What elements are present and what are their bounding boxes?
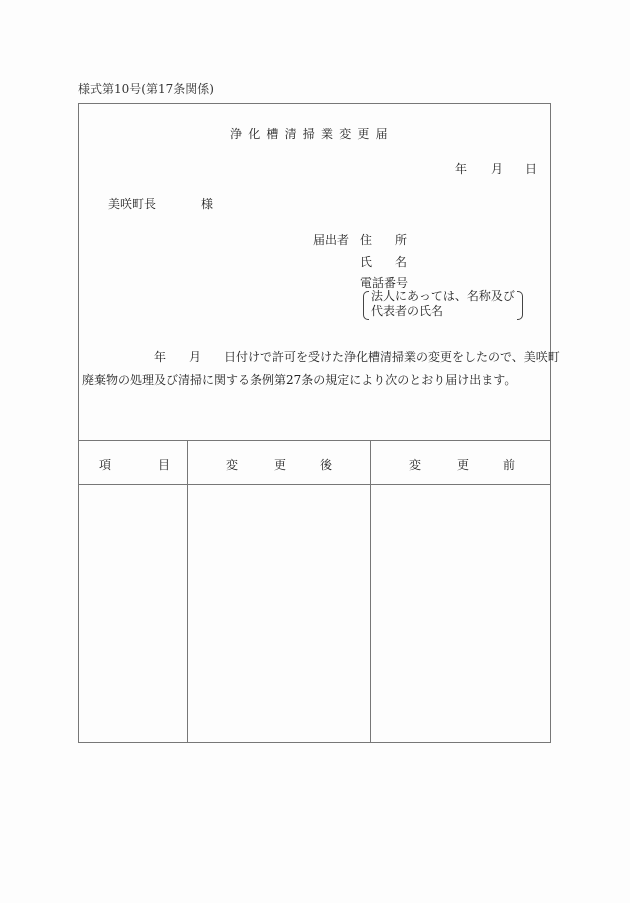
name-label-1: 氏 <box>360 255 373 269</box>
header-item-char-2: 目 <box>158 458 171 472</box>
corporate-note-line-1: 法人にあっては、名称及び <box>371 289 515 303</box>
header-before-char-3: 前 <box>503 458 516 472</box>
date-year-label: 年 <box>455 162 468 176</box>
addressee-honorific: 様 <box>201 197 214 211</box>
corporate-note-line-2: 代表者の氏名 <box>371 304 444 318</box>
bracket-right-icon <box>517 291 523 320</box>
statement-month-label: 月 <box>189 350 202 364</box>
header-after-char-1: 変 <box>226 458 239 472</box>
address-label-1: 住 <box>360 233 373 247</box>
header-before-char-2: 更 <box>457 458 470 472</box>
after-change-cell[interactable] <box>188 485 369 742</box>
address-label-2: 所 <box>395 233 408 247</box>
date-day-label: 日 <box>525 162 538 176</box>
table-top-divider <box>78 440 551 441</box>
statement-year-label: 年 <box>154 350 167 364</box>
header-item-char-1: 項 <box>99 458 112 472</box>
item-cell[interactable] <box>79 485 186 742</box>
addressee-name: 美咲町長 <box>108 197 157 211</box>
name-label-2: 名 <box>395 255 408 269</box>
statement-line-2: 廃棄物の処理及び清掃に関する条例第27条の規定により次のとおり届け出ます。 <box>82 373 517 387</box>
bracket-left-icon <box>363 291 369 320</box>
date-month-label: 月 <box>491 162 504 176</box>
header-after-char-2: 更 <box>274 458 287 472</box>
statement-line-1: 日付けで許可を受けた浄化槽清掃業の変更をしたので、美咲町 <box>224 350 560 364</box>
before-change-cell[interactable] <box>371 485 550 742</box>
form-number: 様式第10号(第17条関係) <box>78 82 214 96</box>
header-before-char-1: 変 <box>409 458 422 472</box>
phone-label: 電話番号 <box>360 276 409 290</box>
applicant-label: 届出者 <box>313 233 350 247</box>
form-title: 浄化槽清掃業変更届 <box>230 127 394 141</box>
header-after-char-3: 後 <box>320 458 333 472</box>
